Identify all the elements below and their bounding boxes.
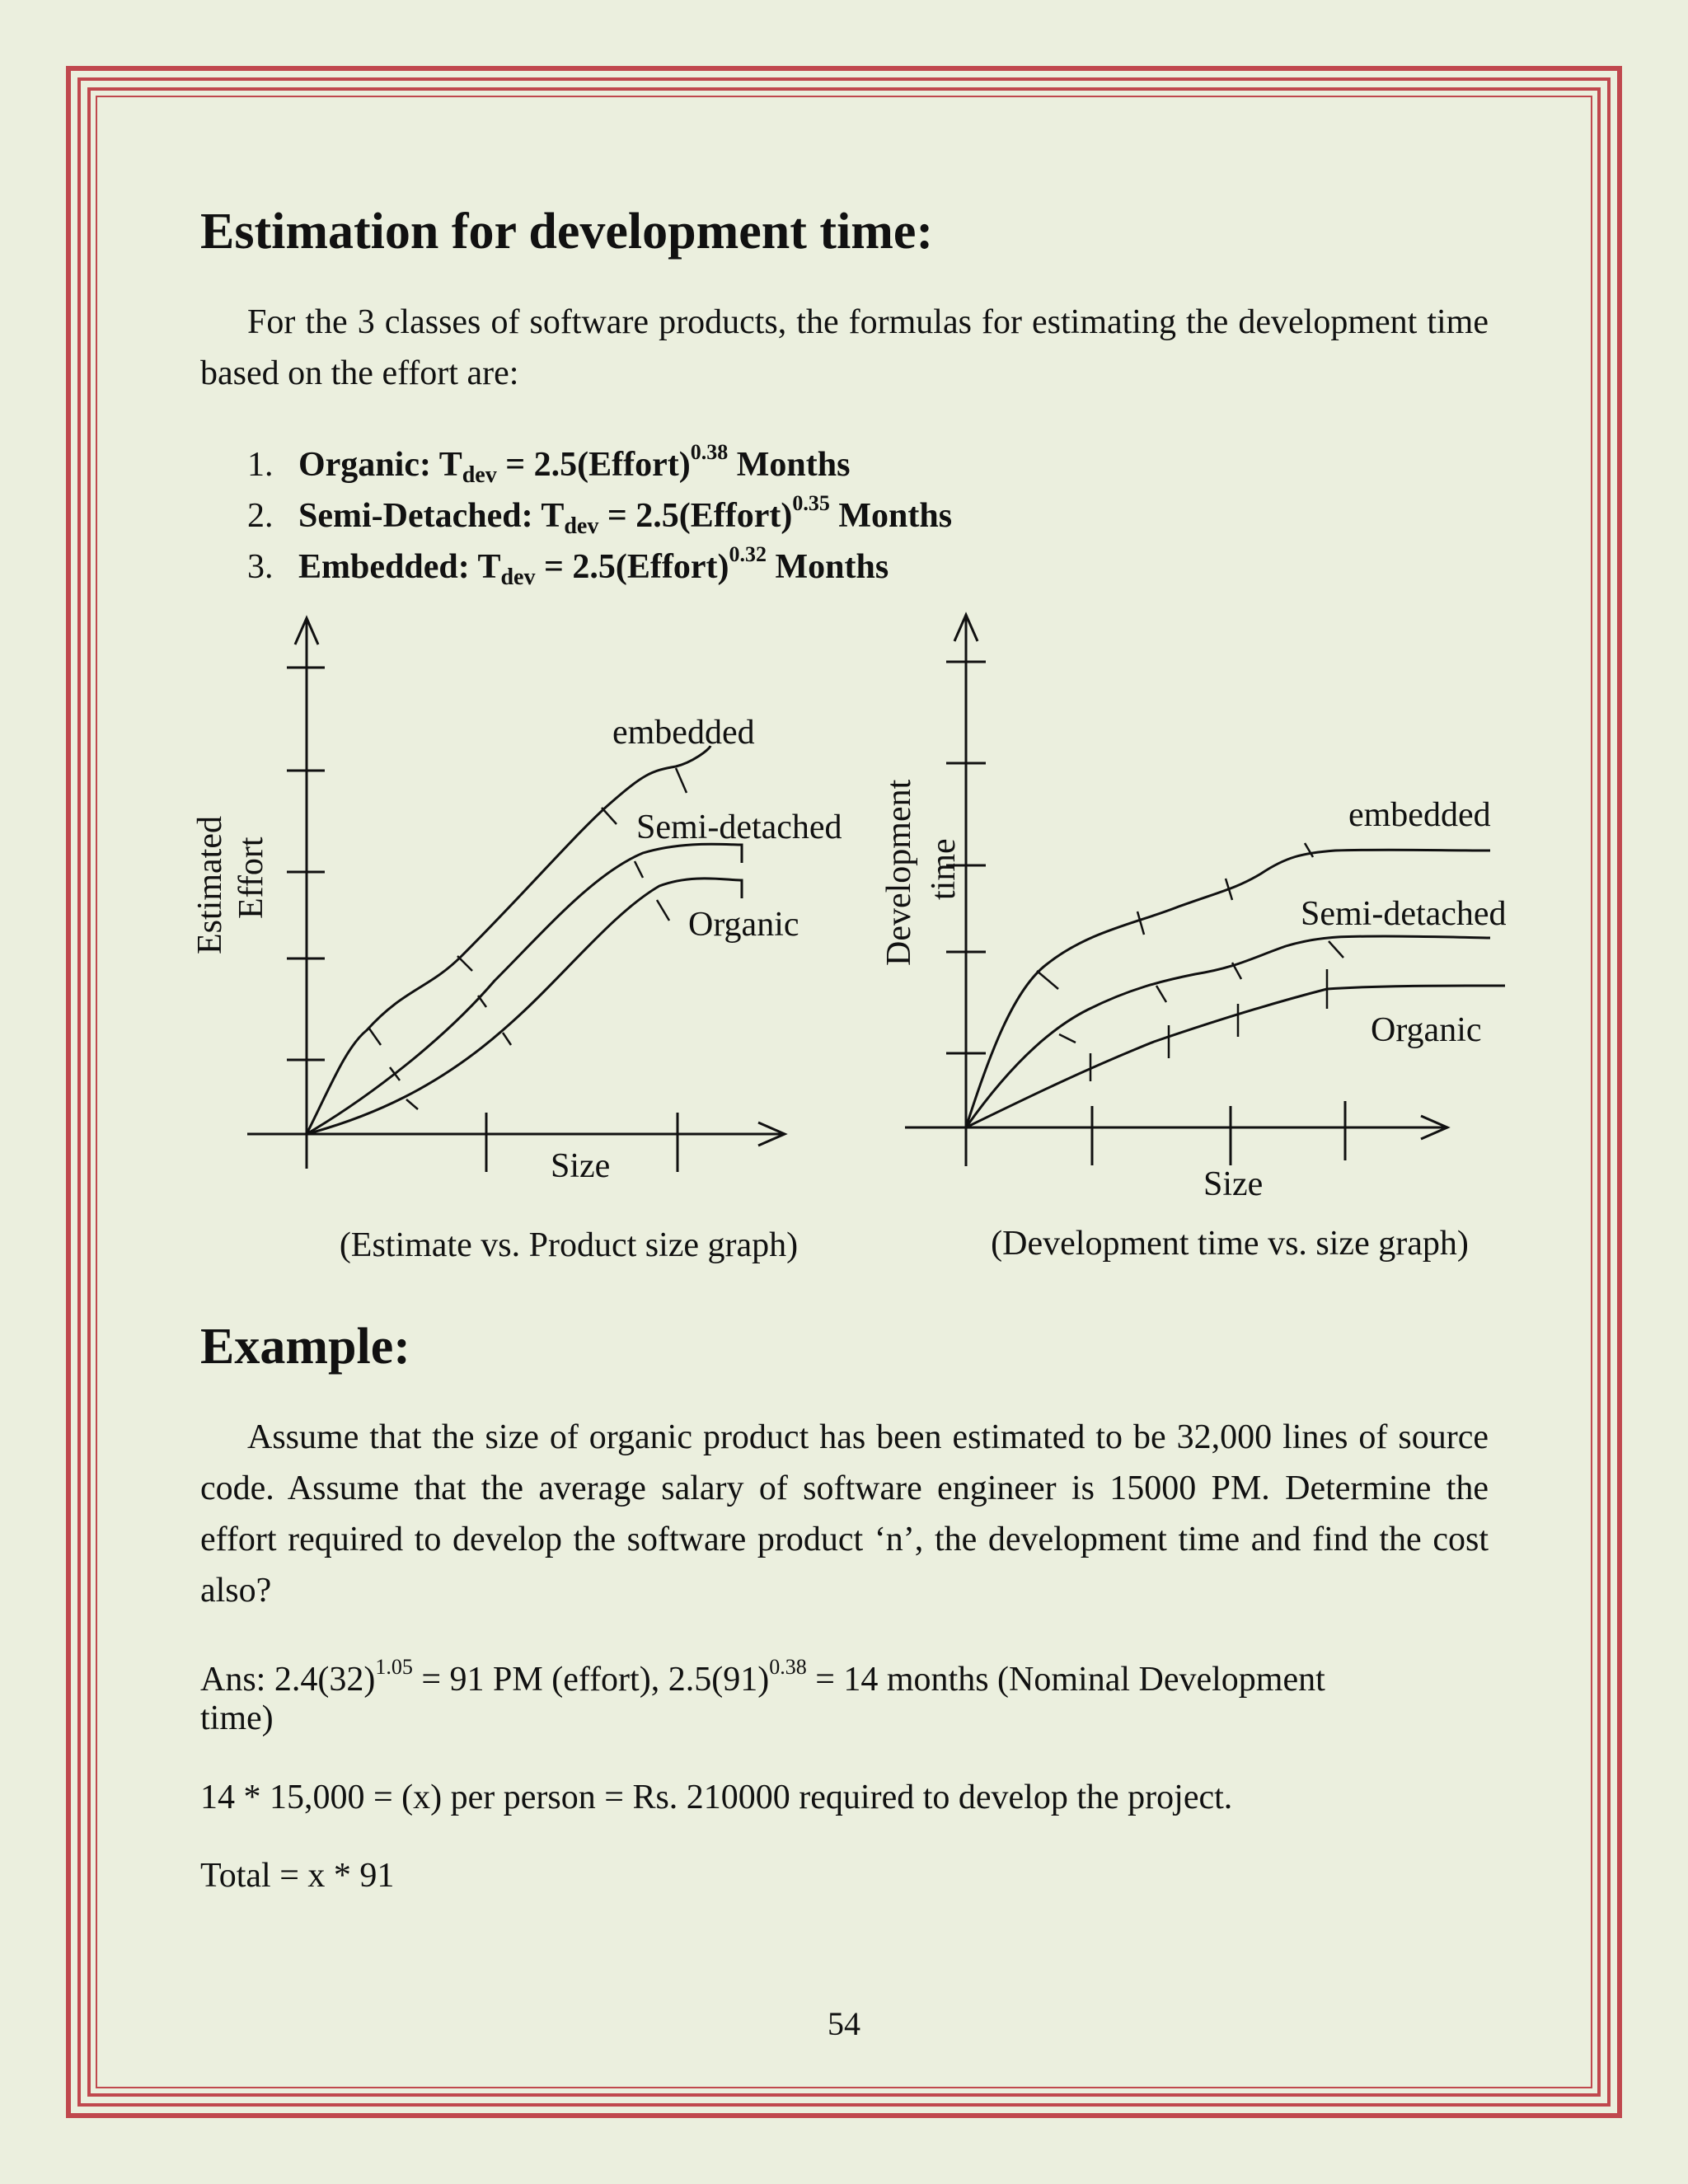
heading-example: Example: [200, 1319, 410, 1375]
effort-vs-size-graph [247, 618, 785, 1172]
y-axis-label-line1: Development [880, 779, 918, 966]
time-graph-labels [880, 779, 1507, 1263]
effort-graph-labels [191, 714, 842, 1264]
formula-embedded: 3. Embedded: $T_{dev}$ = 2.5(Effort)$^{0.32}$ Months [247, 542, 889, 590]
label-organic: Organic [1371, 1011, 1482, 1049]
label-organic: Organic [688, 906, 799, 944]
intro-paragraph: For the 3 classes of software products, the formulas for estimating the development time based on the effort are: [200, 303, 1489, 392]
curve-embedded [307, 746, 710, 1134]
x-axis-label: Size [1203, 1165, 1264, 1203]
cost-line: 14 * 15,000 = (x) per person = Rs. 210000 required to develop the project. [200, 1779, 1233, 1816]
chart-caption: (Development time vs. size graph) [991, 1225, 1469, 1263]
y-axis-label-line1: Estimated [191, 816, 229, 954]
formula-organic: 1. Organic: $T_{dev}$ = 2.5(Effort)$^{0.38}$ Months [247, 440, 851, 488]
label-semi-detached: Semi-detached [1301, 895, 1507, 933]
label-embedded: embedded [1348, 796, 1491, 834]
page-number: 54 [828, 2005, 860, 2042]
curve-hatches [1037, 843, 1343, 1081]
answer-line-2: time) [200, 1699, 274, 1737]
curve-semi-detached [307, 844, 742, 1134]
curve-embedded [966, 850, 1490, 1127]
chart-caption: (Estimate vs. Product size graph) [339, 1226, 799, 1264]
x-axis-label: Size [551, 1147, 611, 1185]
label-embedded: embedded [612, 714, 755, 752]
curve-organic [966, 986, 1505, 1127]
total-line: Total = x * 91 [200, 1857, 395, 1895]
x-ticks [1092, 1101, 1345, 1165]
formula-semi-detached: 2. Semi-Detached: $T_{dev}$ = 2.5(Effort)$^{0.35}$ Months [247, 491, 953, 539]
label-semi-detached: Semi-detached [636, 808, 842, 846]
y-axis-label-line2: time [925, 838, 963, 900]
curve-organic [307, 879, 742, 1134]
time-vs-size-graph [905, 615, 1505, 1166]
y-axis-label-line2: Effort [232, 837, 270, 919]
answer-line-1: Ans: $2.4(32)^{1.05} = 91$ PM (effort), $2.5(91)^{0.38} = 14$ months (Nominal Development [200, 1655, 1325, 1699]
example-paragraph: Assume that the size of organic product has been estimated to be 32,000 lines of source code. Assume that the average salary of software engineer is 15000 PM. Determine the effort required to develop the software product ‘n’, the development time and find the cost also? [200, 1418, 1489, 1610]
heading-development-time: Estimation for development time: [200, 204, 934, 260]
